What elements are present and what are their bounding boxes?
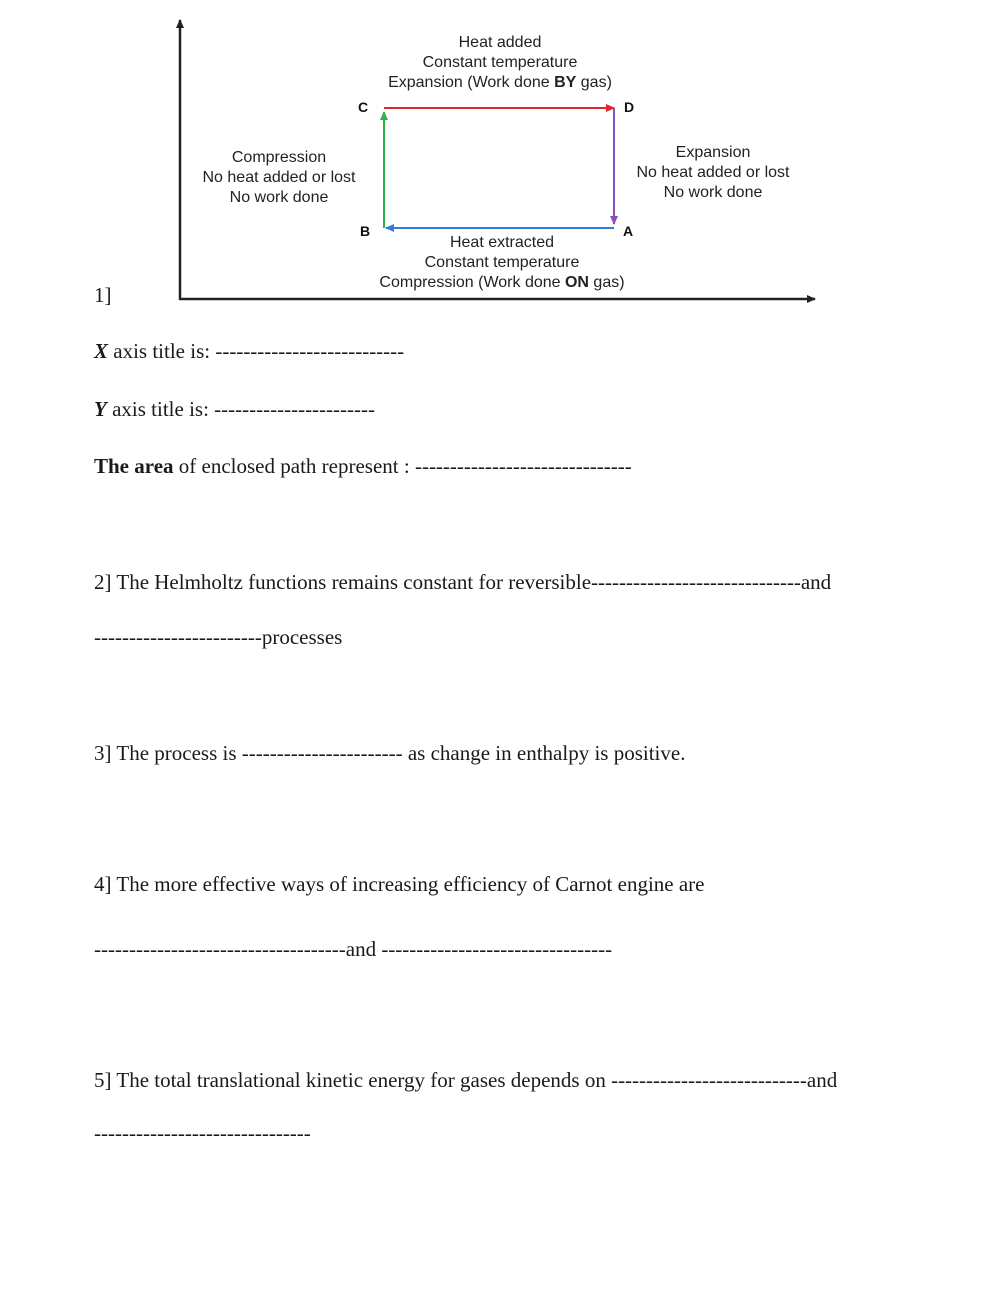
- x-axis-italic-label: X: [94, 339, 109, 363]
- vertex-b-label: B: [360, 223, 371, 239]
- left-process-label-line2: No heat added or lost: [202, 169, 356, 186]
- top-process-label-line1: Heat added: [458, 34, 542, 51]
- right-process-label-line1: Expansion: [675, 144, 751, 161]
- q5-line1[interactable]: 5] The total translational kinetic energy for gases depends on ----------------------------and: [94, 1068, 838, 1092]
- q3-line1[interactable]: 3] The process is ----------------------- as change in enthalpy is positive.: [94, 741, 686, 765]
- bottom-process-label-line2: Constant temperature: [424, 254, 580, 271]
- top-process-label-line2: Constant temperature: [422, 54, 578, 71]
- top-process-label-line3: Expansion (Work done BY gas): [388, 74, 612, 91]
- q2-line2[interactable]: ------------------------processes: [94, 625, 343, 649]
- y-axis-label-text: axis title is:: [106, 397, 215, 421]
- bottom-process-label-line1: Heat extracted: [449, 234, 555, 251]
- area-bold-label: The area: [94, 454, 174, 478]
- q1-area-question: [94, 456, 632, 477]
- carnot-cycle-diagram: [0, 0, 1000, 320]
- bottom-process-label-line3: Compression (Work done ON gas): [379, 274, 625, 291]
- q4-line1: 4] The more effective ways of increasing efficiency of Carnot engine are: [94, 872, 705, 896]
- q1-number: 1]: [94, 283, 112, 307]
- left-process-label-line3: No work done: [229, 189, 329, 206]
- q5-line2[interactable]: -------------------------------: [94, 1121, 311, 1145]
- right-process-label-line3: No work done: [663, 184, 763, 201]
- right-process-label-line2: No heat added or lost: [636, 164, 790, 181]
- vertex-c-label: C: [358, 99, 369, 115]
- vertex-a-label: A: [623, 223, 634, 239]
- vertex-d-label: D: [624, 99, 635, 115]
- left-process-label-line1: Compression: [231, 149, 327, 166]
- q2-line1[interactable]: 2] The Helmholtz functions remains constant for reversible------------------------------and: [94, 570, 832, 594]
- q1-x-axis-question: [94, 341, 404, 362]
- area-label-text: of enclosed path represent :: [173, 454, 415, 478]
- q4-line2[interactable]: ------------------------------------and ---------------------------------: [94, 937, 613, 961]
- y-axis-italic-label: Y: [94, 397, 107, 421]
- x-axis-answer-blank[interactable]: ---------------------------: [215, 339, 405, 363]
- x-axis-label-text: axis title is:: [108, 339, 216, 363]
- q1-y-axis-question: [94, 399, 375, 420]
- y-axis-answer-blank[interactable]: -----------------------: [214, 397, 375, 421]
- area-answer-blank[interactable]: -------------------------------: [414, 454, 632, 478]
